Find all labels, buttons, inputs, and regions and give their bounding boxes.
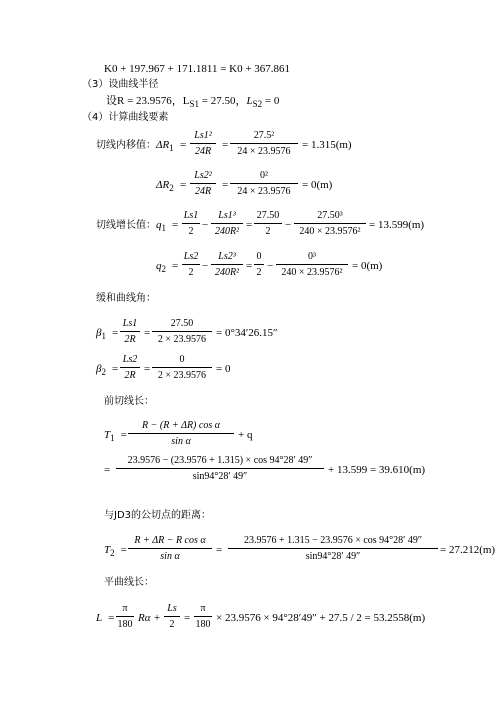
numerator: Ls2³ bbox=[218, 251, 236, 262]
equals-sign: = bbox=[108, 612, 115, 624]
numerator: 0 bbox=[179, 354, 185, 365]
beta-sub: 2 bbox=[101, 367, 106, 378]
denominator: 2 bbox=[169, 619, 175, 630]
delta-r2-result: = 0(m) bbox=[302, 179, 333, 191]
equals-sign: = bbox=[144, 363, 151, 375]
l-sym: L bbox=[96, 612, 103, 624]
q-sym: q bbox=[156, 260, 162, 272]
fraction-27-50-cubed bbox=[294, 211, 366, 237]
ls2-value: = 0 bbox=[262, 95, 280, 107]
fraction-0-over-2 bbox=[254, 252, 264, 278]
equals-sign: = bbox=[172, 219, 179, 231]
numerator: 27.5² bbox=[253, 130, 275, 141]
equals-sign: = bbox=[120, 544, 127, 556]
tangent-shift-label: 切线内移值： bbox=[96, 140, 156, 151]
fraction-ls1-over-2 bbox=[182, 211, 200, 237]
denominator: 180 bbox=[195, 619, 211, 630]
numerator: 27.50 bbox=[170, 318, 194, 329]
equals-sign: = bbox=[216, 544, 223, 556]
fraction-27-5-sq bbox=[230, 131, 298, 157]
numerator: Ls1² bbox=[194, 130, 212, 141]
minus-sign: − bbox=[267, 260, 274, 272]
radius-settings bbox=[106, 96, 279, 109]
numerator: Ls2 bbox=[122, 354, 138, 365]
q-sym: q bbox=[156, 219, 162, 231]
denominator: 24 × 23.9576 bbox=[237, 146, 291, 157]
numerator: 0³ bbox=[308, 251, 316, 262]
minus-sign: − bbox=[202, 219, 209, 231]
denominator: sin α bbox=[171, 436, 191, 447]
equals-sign: = bbox=[184, 612, 191, 624]
t-sub: 1 bbox=[110, 433, 115, 444]
fraction-t2-numeric bbox=[228, 536, 438, 562]
r-alpha-plus: Rα + bbox=[138, 612, 161, 624]
numerator: Ls2 bbox=[183, 251, 199, 262]
l-symbol bbox=[96, 613, 114, 624]
fraction-ls2-over-2 bbox=[182, 252, 200, 278]
ls1-subscript: S1 bbox=[189, 99, 200, 110]
fraction-27-50-over-2x bbox=[152, 319, 212, 345]
delta-r1-symbol bbox=[156, 140, 174, 153]
equals-sign: = bbox=[246, 260, 253, 272]
t-sub: 2 bbox=[110, 548, 115, 559]
numerator: Ls2² bbox=[194, 170, 212, 181]
denominator: 180 bbox=[117, 619, 133, 630]
radius-setting-text: 设R = 23.9576，L bbox=[106, 95, 190, 107]
numerator: Ls bbox=[167, 603, 177, 614]
equals-sign: = bbox=[222, 179, 229, 191]
tangent-increase-label: 切线增长值： bbox=[96, 220, 156, 231]
t1-symbol bbox=[104, 430, 127, 443]
denominator: 2 × 23.9576 bbox=[157, 334, 207, 345]
numerator: 27.50 bbox=[256, 210, 280, 221]
denominator: sin94°28′ 49″ bbox=[192, 471, 248, 482]
equals-sign: = bbox=[180, 139, 187, 151]
equals-sign: = bbox=[120, 429, 127, 441]
denominator: sin α bbox=[160, 551, 180, 562]
beta-sym: β bbox=[96, 363, 102, 375]
fraction-ls2-cubed bbox=[211, 252, 243, 278]
numerator: R + ΔR − R cos α bbox=[134, 535, 206, 546]
denominator: 2 bbox=[265, 226, 271, 237]
delta-r-sub: 2 bbox=[169, 183, 174, 194]
denominator: 2R bbox=[124, 334, 136, 345]
fraction-ls1-sq-over-24r bbox=[190, 131, 216, 157]
numerator: π bbox=[200, 603, 206, 614]
equals-sign: = bbox=[172, 260, 179, 272]
fraction-ls2-sq-over-24r bbox=[190, 171, 216, 197]
q1-symbol bbox=[156, 220, 178, 233]
fraction-0-over-2x bbox=[152, 355, 212, 381]
minus-sign: − bbox=[285, 219, 292, 231]
fraction-0-cubed bbox=[276, 252, 348, 278]
plus-q: + q bbox=[238, 429, 253, 441]
ls2-subscript: S2 bbox=[252, 99, 263, 110]
denominator: 24R bbox=[194, 146, 212, 157]
l-result: × 23.9576 × 94°28′49″ + 27.5 / 2 = 53.2558(m) bbox=[216, 612, 426, 624]
t-sym: T bbox=[104, 544, 111, 556]
denominator: 240R² bbox=[214, 267, 240, 278]
delta-r-sym: ΔR bbox=[156, 179, 170, 191]
delta-r2-symbol bbox=[156, 180, 174, 193]
numerator: 23.9576 + 1.315 − 23.9576 × cos 94°28′ 49″ bbox=[243, 535, 423, 546]
t2-symbol bbox=[104, 545, 127, 558]
denominator: 240 × 23.9576² bbox=[299, 226, 361, 237]
numerator: Ls1 bbox=[122, 318, 138, 329]
numerator: Ls1³ bbox=[218, 210, 236, 221]
ls2-symbol: L bbox=[246, 95, 253, 107]
q2-result: = 0(m) bbox=[352, 260, 383, 272]
delta-r1-result: = 1.315(m) bbox=[302, 139, 352, 151]
fraction-ls-over-2 bbox=[164, 604, 180, 630]
transition-angle-label: 缓和曲线角： bbox=[96, 293, 156, 304]
front-tangent-label: 前切线长： bbox=[104, 396, 154, 407]
numerator: 0 bbox=[256, 251, 262, 262]
delta-r-sym: ΔR bbox=[156, 139, 170, 151]
denominator: 24 × 23.9576 bbox=[237, 186, 291, 197]
fraction-t1-numeric bbox=[116, 456, 324, 482]
ls1-value: = 27.50， bbox=[199, 95, 247, 107]
denominator: 240R² bbox=[214, 226, 240, 237]
fraction-ls1-over-2r bbox=[120, 319, 140, 345]
numerator: 23.9576 − (23.9576 + 1.315) × cos 94°28′ 49″ bbox=[127, 455, 313, 466]
jd3-distance-label: 与JD3的公切点的距离： bbox=[104, 510, 212, 521]
minus-sign: − bbox=[202, 260, 209, 272]
numerator: π bbox=[122, 603, 128, 614]
equals-sign: = bbox=[246, 219, 253, 231]
section-4-heading: （4）计算曲线要素 bbox=[82, 112, 169, 123]
equals-sign: = bbox=[111, 363, 119, 375]
numerator: Ls1 bbox=[183, 210, 199, 221]
fraction-pi-over-180 bbox=[116, 604, 134, 630]
denominator: sin94°28′ 49″ bbox=[305, 551, 361, 562]
fraction-zero-sq bbox=[230, 171, 298, 197]
equals-sign: = bbox=[222, 139, 229, 151]
fraction-t1-formula bbox=[128, 421, 234, 447]
beta-sub: 1 bbox=[101, 331, 106, 342]
q2-symbol bbox=[156, 261, 178, 274]
denominator: 24R bbox=[194, 186, 212, 197]
equals-sign: = bbox=[144, 327, 151, 339]
t-sym: T bbox=[104, 429, 111, 441]
equals-sign: = bbox=[180, 179, 187, 191]
beta1-result: = 0°34′26.15″ bbox=[216, 327, 278, 339]
t1-result: + 13.599 = 39.610(m) bbox=[328, 464, 426, 476]
q-sub: 2 bbox=[161, 264, 166, 275]
numerator: 27.50³ bbox=[317, 210, 343, 221]
mileage-line: K0 + 197.967 + 171.1811 = K0 + 367.861 bbox=[104, 63, 291, 75]
fraction-ls1-cubed bbox=[211, 211, 243, 237]
beta2-result: = 0 bbox=[216, 363, 231, 375]
denominator: 2 × 23.9576 bbox=[157, 370, 207, 381]
curve-length-label: 平曲线长： bbox=[104, 577, 154, 588]
denominator: 2R bbox=[124, 370, 136, 381]
beta-sym: β bbox=[96, 327, 102, 339]
q-sub: 1 bbox=[161, 223, 166, 234]
t2-result: = 27.212(m) bbox=[440, 544, 496, 556]
numerator: 0² bbox=[260, 170, 268, 181]
delta-r-sub: 1 bbox=[169, 143, 174, 154]
equals-sign: = bbox=[104, 464, 111, 476]
numerator: R − (R + ΔR) cos α bbox=[142, 420, 220, 431]
q1-result: = 13.599(m) bbox=[369, 219, 425, 231]
denominator: 2 bbox=[188, 267, 194, 278]
equals-sign: = bbox=[111, 327, 119, 339]
section-3-heading: （3）设曲线半径 bbox=[82, 79, 159, 90]
fraction-27-50-over-2 bbox=[254, 211, 282, 237]
fraction-pi-over-180 bbox=[194, 604, 212, 630]
denominator: 2 bbox=[256, 267, 262, 278]
fraction-ls2-over-2r bbox=[120, 355, 140, 381]
denominator: 2 bbox=[188, 226, 194, 237]
beta2-symbol bbox=[96, 364, 118, 377]
beta1-symbol bbox=[96, 328, 118, 341]
fraction-t2-formula bbox=[128, 536, 212, 562]
denominator: 240 × 23.9576² bbox=[281, 267, 343, 278]
